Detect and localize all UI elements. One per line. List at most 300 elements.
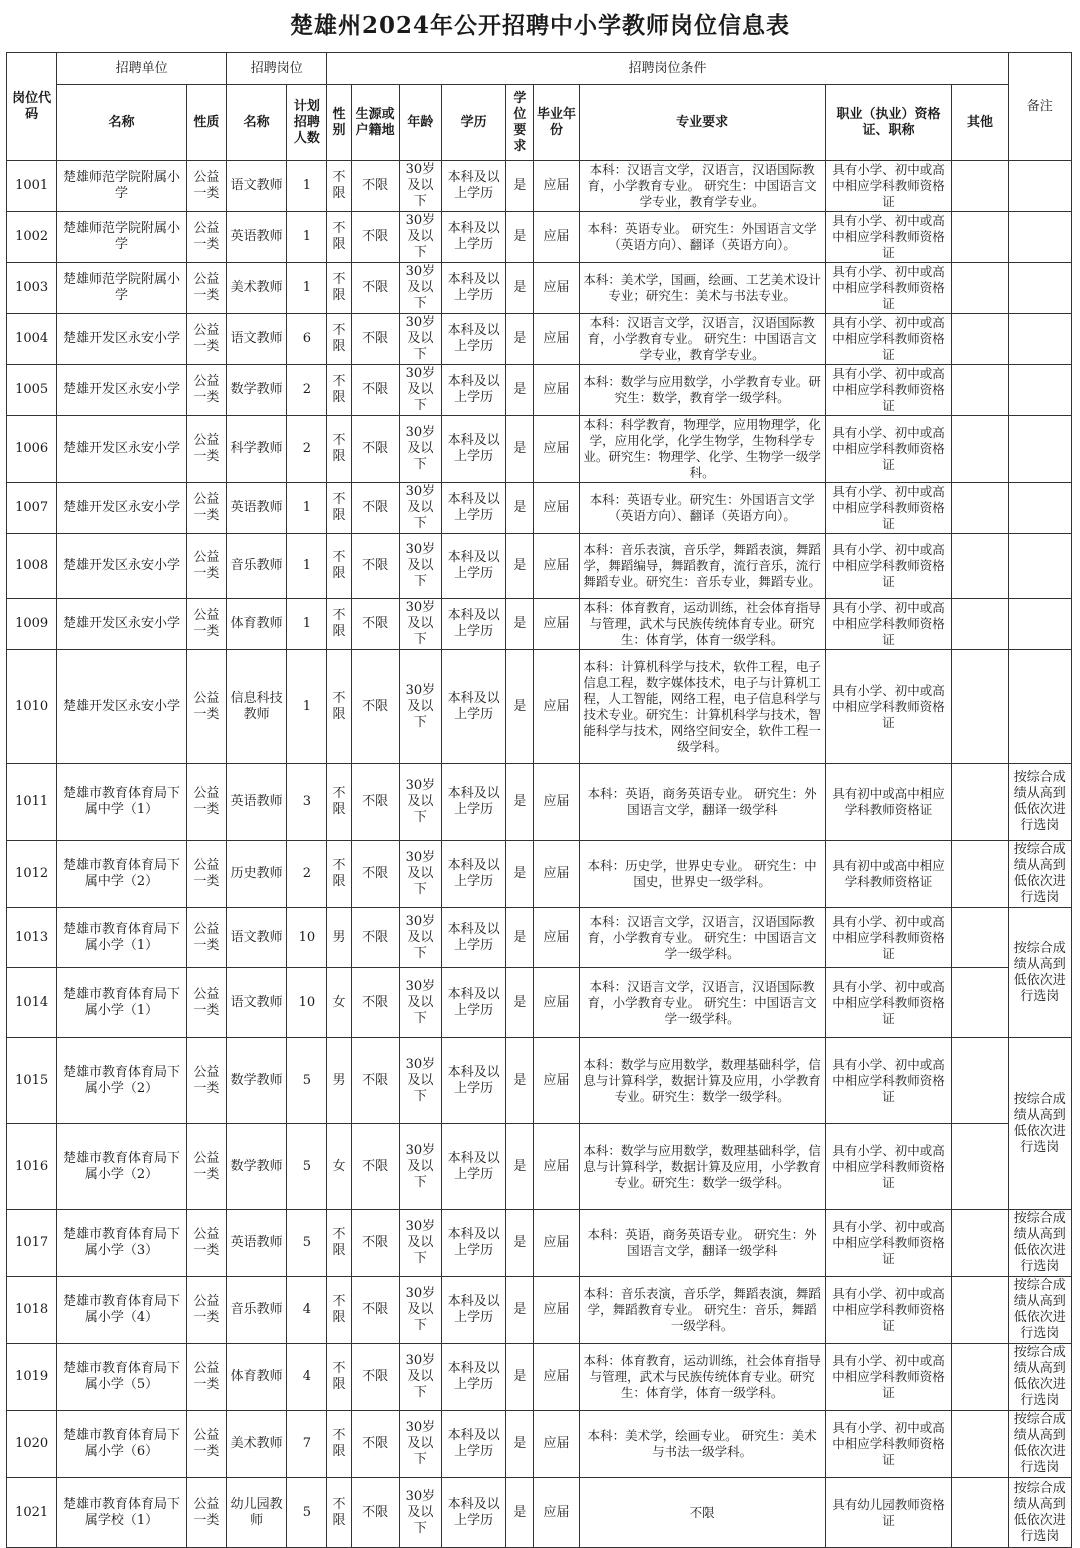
row-remark [1008,483,1071,534]
row-unit-name: 楚雄开发区永安小学 [57,365,187,416]
row-code: 1010 [7,650,57,764]
row-age: 30岁及以下 [399,263,441,314]
row-education: 本科及以上学历 [441,1038,505,1124]
row-cert: 具有小学、初中或高中相应学科教师资格证 [825,365,952,416]
row-grad-year: 应届 [534,1411,579,1478]
row-degree: 是 [506,483,534,534]
row-post-name: 音乐教师 [227,1277,287,1344]
row-post-name: 英语教师 [227,1210,287,1277]
row-grad-year: 应届 [534,483,579,534]
table-row [7,483,1072,534]
row-major: 本科：汉语言文学，汉语言，汉语国际教育，小学教育专业。 研究生：中国语言文学专业，教育学专业。 [579,314,825,365]
row-education: 本科及以上学历 [441,483,505,534]
header-unit-nature: 性质 [186,85,226,161]
row-origin: 不限 [351,314,399,365]
row-origin: 不限 [351,968,399,1038]
row-cert: 具有初中或高中相应学科教师资格证 [825,764,952,841]
row-major: 本科：数学与应用数学，数理基础科学，信息与计算科学，数据计算及应用，小学教育专业。研究生：数学一级学科。 [579,1038,825,1124]
row-other [952,1210,1008,1277]
row-plan-count: 2 [287,841,327,908]
row-unit-nature: 公益一类 [186,968,226,1038]
row-major: 本科：美术学，绘画专业。 研究生：美术与书法一级学科。 [579,1411,825,1478]
header-unit-group: 招聘单位 [57,53,227,85]
row-cert: 具有幼儿园教师资格证 [825,1478,952,1548]
row-origin: 不限 [351,263,399,314]
row-code: 1006 [7,416,57,483]
row-major: 本科：科学教育，物理学，应用物理学，化学，应用化学，化学生物学，生物科学专业。研究生：物理学、化学、生物学一级学科。 [579,416,825,483]
row-education: 本科及以上学历 [441,161,505,212]
row-origin: 不限 [351,161,399,212]
row-age: 30岁及以下 [399,1411,441,1478]
row-unit-name: 楚雄开发区永安小学 [57,483,187,534]
row-code: 1002 [7,212,57,263]
row-grad-year: 应届 [534,212,579,263]
row-unit-name: 楚雄师范学院附属小学 [57,263,187,314]
row-remark: 按综合成绩从高到低依次进行选岗 [1008,764,1071,841]
row-plan-count: 10 [287,908,327,968]
row-post-name: 英语教师 [227,483,287,534]
row-degree: 是 [506,161,534,212]
row-code: 1019 [7,1344,57,1411]
row-major: 本科：音乐表演，音乐学，舞蹈表演，舞蹈学，舞蹈编导，舞蹈教育，流行音乐，流行舞蹈专业。研究生：音乐专业，舞蹈专业。 [579,534,825,599]
row-unit-name: 楚雄市教育体育局下属学校（1） [57,1478,187,1548]
row-age: 30岁及以下 [399,908,441,968]
table-row [7,650,1072,764]
row-degree: 是 [506,1478,534,1548]
row-unit-name: 楚雄开发区永安小学 [57,534,187,599]
row-degree: 是 [506,1038,534,1124]
row-major: 本科：体育教育，运动训练，社会体育指导与管理，武术与民族传统体育专业。研究生：体育学，体育一级学科。 [579,1344,825,1411]
row-other [952,416,1008,483]
row-code: 1004 [7,314,57,365]
row-degree: 是 [506,968,534,1038]
row-age: 30岁及以下 [399,1478,441,1548]
row-grad-year: 应届 [534,764,579,841]
row-plan-count: 4 [287,1277,327,1344]
row-major: 本科：英语，商务英语专业。 研究生：外国语言文学，翻译一级学科 [579,764,825,841]
row-remark [1008,263,1071,314]
row-age: 30岁及以下 [399,365,441,416]
row-cert: 具有小学、初中或高中相应学科教师资格证 [825,212,952,263]
row-education: 本科及以上学历 [441,1411,505,1478]
row-degree: 是 [506,908,534,968]
row-remark [1008,161,1071,212]
header-post-group: 招聘岗位 [227,53,327,85]
row-education: 本科及以上学历 [441,841,505,908]
row-post-name: 英语教师 [227,212,287,263]
row-post-name: 语文教师 [227,314,287,365]
row-major: 本科：英语专业。研究生：外国语言文学（英语方向）、翻译（英语方向）。 [579,483,825,534]
table-row [7,1124,1072,1210]
row-grad-year: 应届 [534,1038,579,1124]
row-post-name: 幼儿园教师 [227,1478,287,1548]
header-gender: 性别 [327,85,351,161]
row-remark: 按综合成绩从高到低依次进行选岗 [1008,841,1071,908]
row-unit-name: 楚雄开发区永安小学 [57,416,187,483]
row-remark [1008,365,1071,416]
row-education: 本科及以上学历 [441,534,505,599]
row-cert: 具有小学、初中或高中相应学科教师资格证 [825,908,952,968]
row-post-name: 体育教师 [227,1344,287,1411]
row-cert: 具有小学、初中或高中相应学科教师资格证 [825,1038,952,1124]
row-gender: 不限 [327,314,351,365]
row-degree: 是 [506,764,534,841]
row-grad-year: 应届 [534,599,579,650]
row-education: 本科及以上学历 [441,263,505,314]
table-row [7,1411,1072,1478]
row-plan-count: 1 [287,534,327,599]
table-row [7,1210,1072,1277]
row-education: 本科及以上学历 [441,1124,505,1210]
row-cert: 具有小学、初中或高中相应学科教师资格证 [825,534,952,599]
row-grad-year: 应届 [534,1210,579,1277]
row-code: 1021 [7,1478,57,1548]
row-post-name: 音乐教师 [227,534,287,599]
row-other [952,1411,1008,1478]
row-gender: 女 [327,968,351,1038]
row-unit-nature: 公益一类 [186,764,226,841]
row-unit-nature: 公益一类 [186,365,226,416]
row-unit-nature: 公益一类 [186,314,226,365]
row-gender: 不限 [327,1411,351,1478]
row-origin: 不限 [351,650,399,764]
row-education: 本科及以上学历 [441,764,505,841]
row-degree: 是 [506,534,534,599]
row-grad-year: 应届 [534,416,579,483]
row-remark [1008,314,1071,365]
row-code: 1003 [7,263,57,314]
row-other [952,314,1008,365]
row-origin: 不限 [351,599,399,650]
row-major: 本科：计算机科学与技术，软件工程，电子信息工程，数字媒体技术，电子与计算机工程，人工智能，网络工程，电子信息科学与技术专业。研究生：计算机科学与技术，智能科学与技术，网络空间安全，软件工程一级学科。 [579,650,825,764]
row-other [952,534,1008,599]
table-row [7,1277,1072,1344]
row-education: 本科及以上学历 [441,599,505,650]
row-origin: 不限 [351,534,399,599]
row-age: 30岁及以下 [399,161,441,212]
header-major: 专业要求 [579,85,825,161]
row-origin: 不限 [351,1478,399,1548]
row-origin: 不限 [351,1210,399,1277]
row-remark: 按综合成绩从高到低依次进行选岗 [1008,1038,1071,1210]
row-unit-nature: 公益一类 [186,650,226,764]
row-remark: 按综合成绩从高到低依次进行选岗 [1008,1210,1071,1277]
row-unit-nature: 公益一类 [186,908,226,968]
row-education: 本科及以上学历 [441,1210,505,1277]
row-grad-year: 应届 [534,365,579,416]
row-major: 本科：数学与应用数学，小学教育专业。研究生：数学，教育学一级学科。 [579,365,825,416]
row-unit-name: 楚雄市教育体育局下属小学（6） [57,1411,187,1478]
row-other [952,161,1008,212]
row-degree: 是 [506,650,534,764]
row-grad-year: 应届 [534,263,579,314]
row-major: 本科：汉语言文学，汉语言，汉语国际教育，小学教育专业。 研究生：中国语言文学一级学科。 [579,968,825,1038]
header-cert: 职业（执业）资格证、职称 [825,85,952,161]
row-plan-count: 10 [287,968,327,1038]
row-code: 1020 [7,1411,57,1478]
row-unit-nature: 公益一类 [186,1411,226,1478]
row-plan-count: 7 [287,1411,327,1478]
row-age: 30岁及以下 [399,841,441,908]
row-gender: 不限 [327,534,351,599]
row-code: 1016 [7,1124,57,1210]
row-post-name: 信息科技教师 [227,650,287,764]
row-plan-count: 1 [287,212,327,263]
header-condition-group: 招聘岗位条件 [327,53,1008,85]
row-degree: 是 [506,314,534,365]
row-post-name: 语文教师 [227,908,287,968]
row-code: 1001 [7,161,57,212]
row-post-name: 英语教师 [227,764,287,841]
row-gender: 不限 [327,1478,351,1548]
row-major: 本科：美术学，国画，绘画、工艺美术设计专业；研究生：美术与书法专业。 [579,263,825,314]
row-age: 30岁及以下 [399,483,441,534]
row-gender: 不限 [327,841,351,908]
row-post-name: 美术教师 [227,1411,287,1478]
row-education: 本科及以上学历 [441,416,505,483]
row-origin: 不限 [351,212,399,263]
row-age: 30岁及以下 [399,416,441,483]
table-row [7,365,1072,416]
row-unit-name: 楚雄市教育体育局下属小学（1） [57,908,187,968]
row-code: 1017 [7,1210,57,1277]
row-cert: 具有小学、初中或高中相应学科教师资格证 [825,416,952,483]
row-grad-year: 应届 [534,1277,579,1344]
row-grad-year: 应届 [534,1478,579,1548]
row-remark [1008,599,1071,650]
row-unit-nature: 公益一类 [186,161,226,212]
row-gender: 男 [327,908,351,968]
table-row [7,263,1072,314]
row-origin: 不限 [351,764,399,841]
row-plan-count: 2 [287,365,327,416]
row-cert: 具有小学、初中或高中相应学科教师资格证 [825,650,952,764]
row-unit-name: 楚雄市教育体育局下属小学（2） [57,1038,187,1124]
row-unit-nature: 公益一类 [186,212,226,263]
row-remark [1008,650,1071,764]
row-gender: 不限 [327,764,351,841]
row-unit-nature: 公益一类 [186,263,226,314]
page-title: 楚雄州2024年公开招聘中小学教师岗位信息表 [289,12,790,39]
row-cert: 具有小学、初中或高中相应学科教师资格证 [825,968,952,1038]
recruitment-table [6,52,1072,1548]
row-other [952,841,1008,908]
row-post-name: 语文教师 [227,161,287,212]
row-post-name: 语文教师 [227,968,287,1038]
row-other [952,1478,1008,1548]
row-age: 30岁及以下 [399,650,441,764]
row-grad-year: 应届 [534,968,579,1038]
row-origin: 不限 [351,908,399,968]
row-unit-nature: 公益一类 [186,1038,226,1124]
row-degree: 是 [506,212,534,263]
row-origin: 不限 [351,1344,399,1411]
row-cert: 具有小学、初中或高中相应学科教师资格证 [825,483,952,534]
row-post-name: 数学教师 [227,1124,287,1210]
row-other [952,650,1008,764]
row-grad-year: 应届 [534,1124,579,1210]
row-unit-name: 楚雄市教育体育局下属中学（1） [57,764,187,841]
table-row [7,161,1072,212]
row-post-name: 科学教师 [227,416,287,483]
table-row [7,212,1072,263]
row-cert: 具有小学、初中或高中相应学科教师资格证 [825,161,952,212]
row-cert: 具有小学、初中或高中相应学科教师资格证 [825,1277,952,1344]
row-gender: 不限 [327,212,351,263]
row-grad-year: 应届 [534,650,579,764]
row-unit-nature: 公益一类 [186,599,226,650]
row-unit-nature: 公益一类 [186,1478,226,1548]
row-other [952,483,1008,534]
row-remark [1008,212,1071,263]
row-age: 30岁及以下 [399,534,441,599]
row-degree: 是 [506,416,534,483]
row-major: 本科：英语专业。 研究生：外国语言文学（英语方向）、翻译（英语方向）。 [579,212,825,263]
row-education: 本科及以上学历 [441,1277,505,1344]
header-code: 岗位代码 [7,53,57,161]
row-grad-year: 应届 [534,314,579,365]
row-unit-nature: 公益一类 [186,416,226,483]
row-unit-name: 楚雄市教育体育局下属小学（1） [57,968,187,1038]
table-row [7,841,1072,908]
table-row [7,314,1072,365]
header-other: 其他 [952,85,1008,161]
row-post-name: 体育教师 [227,599,287,650]
row-age: 30岁及以下 [399,1277,441,1344]
row-grad-year: 应届 [534,908,579,968]
row-origin: 不限 [351,365,399,416]
row-major: 本科：体育教育，运动训练，社会体育指导与管理，武术与民族传统体育专业。研究生：体育学，体育一级学科。 [579,599,825,650]
row-degree: 是 [506,1277,534,1344]
header-grad: 毕业年份 [534,85,579,161]
row-other [952,1038,1008,1124]
row-major: 本科：汉语言文学，汉语言，汉语国际教育，小学教育专业。 研究生：中国语言文学专业，教育学专业。 [579,161,825,212]
row-cert: 具有小学、初中或高中相应学科教师资格证 [825,1124,952,1210]
row-unit-name: 楚雄市教育体育局下属小学（5） [57,1344,187,1411]
row-plan-count: 2 [287,416,327,483]
row-age: 30岁及以下 [399,212,441,263]
row-unit-name: 楚雄市教育体育局下属小学（4） [57,1277,187,1344]
row-age: 30岁及以下 [399,314,441,365]
row-cert: 具有初中或高中相应学科教师资格证 [825,841,952,908]
row-other [952,908,1008,968]
row-degree: 是 [506,1210,534,1277]
row-remark: 按综合成绩从高到低依次进行选岗 [1008,1344,1071,1411]
row-plan-count: 1 [287,650,327,764]
row-origin: 不限 [351,483,399,534]
row-code: 1014 [7,968,57,1038]
table-row [7,599,1072,650]
row-remark [1008,534,1071,599]
table-row [7,968,1072,1038]
row-cert: 具有小学、初中或高中相应学科教师资格证 [825,1344,952,1411]
row-gender: 不限 [327,263,351,314]
row-code: 1007 [7,483,57,534]
row-unit-nature: 公益一类 [186,1277,226,1344]
row-other [952,1124,1008,1210]
row-other [952,212,1008,263]
row-code: 1013 [7,908,57,968]
row-unit-name: 楚雄师范学院附属小学 [57,161,187,212]
row-unit-name: 楚雄开发区永安小学 [57,650,187,764]
row-unit-nature: 公益一类 [186,1344,226,1411]
row-age: 30岁及以下 [399,1124,441,1210]
row-gender: 不限 [327,1344,351,1411]
row-plan-count: 5 [287,1124,327,1210]
row-education: 本科及以上学历 [441,212,505,263]
row-other [952,1344,1008,1411]
row-education: 本科及以上学历 [441,908,505,968]
row-major: 不限 [579,1478,825,1548]
row-gender: 不限 [327,365,351,416]
row-post-name: 数学教师 [227,1038,287,1124]
row-unit-name: 楚雄市教育体育局下属小学（3） [57,1210,187,1277]
row-plan-count: 5 [287,1038,327,1124]
row-degree: 是 [506,263,534,314]
row-code: 1015 [7,1038,57,1124]
row-degree: 是 [506,1411,534,1478]
row-other [952,599,1008,650]
table-row [7,1038,1072,1124]
row-remark: 按综合成绩从高到低依次进行选岗 [1008,1411,1071,1478]
row-post-name: 历史教师 [227,841,287,908]
row-age: 30岁及以下 [399,764,441,841]
row-unit-nature: 公益一类 [186,841,226,908]
row-major: 本科：历史学，世界史专业。 研究生：中国史，世界史一级学科。 [579,841,825,908]
row-degree: 是 [506,1124,534,1210]
row-education: 本科及以上学历 [441,650,505,764]
row-origin: 不限 [351,1411,399,1478]
row-education: 本科及以上学历 [441,1478,505,1548]
row-plan-count: 1 [287,263,327,314]
row-plan-count: 1 [287,483,327,534]
row-major: 本科：音乐表演，音乐学，舞蹈表演，舞蹈学，舞蹈教育专业。 研究生：音乐，舞蹈一级学科。 [579,1277,825,1344]
row-unit-nature: 公益一类 [186,1210,226,1277]
row-other [952,263,1008,314]
row-other [952,365,1008,416]
row-major: 本科：英语，商务英语专业。 研究生：外国语言文学，翻译一级学科 [579,1210,825,1277]
header-edu: 学历 [441,85,505,161]
row-plan-count: 5 [287,1478,327,1548]
row-unit-nature: 公益一类 [186,534,226,599]
row-origin: 不限 [351,416,399,483]
row-degree: 是 [506,599,534,650]
row-gender: 不限 [327,1210,351,1277]
row-post-name: 数学教师 [227,365,287,416]
row-education: 本科及以上学历 [441,365,505,416]
row-code: 1012 [7,841,57,908]
row-other [952,764,1008,841]
table-row [7,1344,1072,1411]
row-grad-year: 应届 [534,161,579,212]
row-remark [1008,416,1071,483]
row-age: 30岁及以下 [399,599,441,650]
table-row [7,908,1072,968]
row-unit-nature: 公益一类 [186,1124,226,1210]
row-origin: 不限 [351,1124,399,1210]
row-plan-count: 1 [287,599,327,650]
row-cert: 具有小学、初中或高中相应学科教师资格证 [825,263,952,314]
row-remark: 按综合成绩从高到低依次进行选岗 [1008,1277,1071,1344]
header-post-name: 名称 [227,85,287,161]
row-unit-name: 楚雄市教育体育局下属中学（2） [57,841,187,908]
row-gender: 男 [327,1038,351,1124]
row-major: 本科：数学与应用数学，数理基础科学，信息与计算科学，数据计算及应用，小学教育专业。研究生：数学一级学科。 [579,1124,825,1210]
row-unit-name: 楚雄市教育体育局下属小学（2） [57,1124,187,1210]
row-gender: 不限 [327,599,351,650]
row-grad-year: 应届 [534,1344,579,1411]
row-cert: 具有小学、初中或高中相应学科教师资格证 [825,1210,952,1277]
